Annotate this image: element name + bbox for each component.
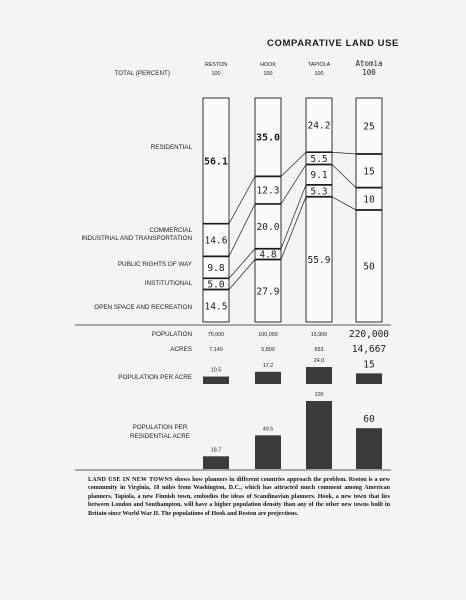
segment-label: 55.9 (307, 254, 331, 266)
pop-per-acre-bar (306, 367, 332, 384)
caption (88, 476, 390, 518)
caption-lead: LAND USE IN NEW TOWNS (88, 477, 173, 483)
label-commercial-2: INDUSTRIAL AND TRANSPORTATION (81, 235, 192, 242)
segment-label: 14.6 (204, 235, 228, 247)
pop-per-acre-bar (255, 372, 281, 384)
label-rights-of-way: PUBLIC RIGHTS OF WAY (117, 261, 192, 268)
label-pop-per-res-1: POPULATION PER (132, 424, 188, 431)
label-residential: RESIDENTIAL (150, 144, 192, 151)
column-total-reston: 100 (211, 71, 221, 77)
pop-per-res-acre-bar (255, 435, 281, 469)
segment-label: 50 (363, 261, 375, 273)
population-value: 15,900 (310, 332, 328, 338)
label-commercial-1: COMMERCIAL (149, 227, 192, 234)
label-pop-per-res-2: RESIDENTIAL ACRE (130, 433, 190, 440)
connector-line (332, 197, 356, 210)
connector-line (332, 165, 356, 188)
segment-label: 25 (363, 121, 375, 133)
column-total-tapiola: 100 (314, 71, 324, 77)
connector-line (281, 152, 306, 176)
caption-text: shows how planners in different countries approach the problem. Reston is a new community in Virginia, 18 miles from Washington, D.C., which has attracted much comment among American planners. Tapiola, a new Finnish town, embodies the ideas of Scandinavian planners. Hook, a new town that lies between London and Southampton, will have a higher population density than any of the other new towns built in Britain since World War II. The populations of Hook and Reston are projections. (88, 477, 391, 517)
segment-label: 9.1 (310, 170, 328, 182)
pop-per-res-acre-label: 49.5 (262, 426, 274, 433)
connector-line (229, 176, 255, 223)
pop-per-acre-label: 24.0 (313, 358, 325, 364)
label-pop-per-acre: POPULATION PER ACRE (118, 374, 192, 381)
connector-line (332, 152, 356, 154)
acres-value: 7,140 (209, 347, 223, 353)
segment-label: 5.5 (310, 153, 328, 165)
connector-line (281, 165, 306, 204)
label-institutional: INSTITUTIONAL (144, 280, 192, 287)
segment-label: 9.8 (207, 262, 225, 274)
population-value: 100,000 (258, 332, 278, 338)
segment-label: 5.3 (310, 186, 328, 198)
pop-per-acre-bar (356, 373, 382, 384)
acres-value: 5,800 (261, 347, 275, 353)
acres-value: 14,667 (351, 344, 387, 355)
pop-per-res-acre-label: 18.7 (210, 447, 222, 454)
acres-value: 653 (314, 347, 324, 353)
pop-per-acre-bar (203, 377, 229, 384)
segment-label: 56.1 (203, 156, 229, 168)
pop-per-res-acre-label: 60 (363, 414, 375, 426)
population-table (208, 329, 390, 355)
chart-title: COMPARATIVE LAND USE (267, 38, 399, 49)
pop-per-res-acre-bar (306, 401, 332, 469)
population-per-residential-acre-bars (203, 392, 382, 469)
segment-label: 5.0 (207, 279, 225, 291)
pop-per-acre-label: 10.5 (210, 367, 222, 374)
pop-per-acre-label: 15 (363, 359, 375, 371)
segment-label: 35.0 (255, 132, 281, 144)
column-header-tapiola: TAPIOLA (307, 62, 331, 68)
column-header-atomia: Atomia (355, 59, 383, 68)
label-total: TOTAL (PERCENT) (114, 70, 170, 77)
segment-label: 24.2 (307, 120, 331, 132)
population-value: 75,000 (207, 332, 225, 338)
connector-line (281, 185, 306, 249)
segment-label: 27.9 (256, 286, 280, 298)
population-value: 220,000 (348, 329, 390, 340)
segment-label: 12.3 (256, 185, 280, 197)
population-per-acre-bars (203, 358, 382, 384)
segment-label: 14.5 (204, 301, 228, 313)
label-acres: ACRES (170, 346, 192, 353)
column-header-reston: RESTON (204, 62, 228, 68)
column-total-hook: 100 (263, 71, 273, 77)
segment-label: 20.0 (256, 221, 280, 233)
segment-label: 4.8 (259, 249, 277, 261)
column-header-hook: HOOK (260, 62, 276, 68)
segment-label: 15 (363, 166, 375, 178)
connector-line (229, 204, 255, 256)
column-total-atomia: 100 (362, 68, 376, 77)
pop-per-res-acre-bar (203, 456, 229, 469)
pop-per-acre-label: 17.2 (262, 362, 274, 369)
pop-per-res-acre-label: 100 (314, 392, 324, 398)
label-population: POPULATION (151, 331, 192, 338)
label-open-space: OPEN SPACE AND RECREATION (94, 304, 192, 311)
stacked-bars (203, 59, 383, 322)
pop-per-res-acre-bar (356, 428, 382, 469)
segment-label: 10 (363, 194, 375, 206)
connector-line (281, 197, 306, 260)
